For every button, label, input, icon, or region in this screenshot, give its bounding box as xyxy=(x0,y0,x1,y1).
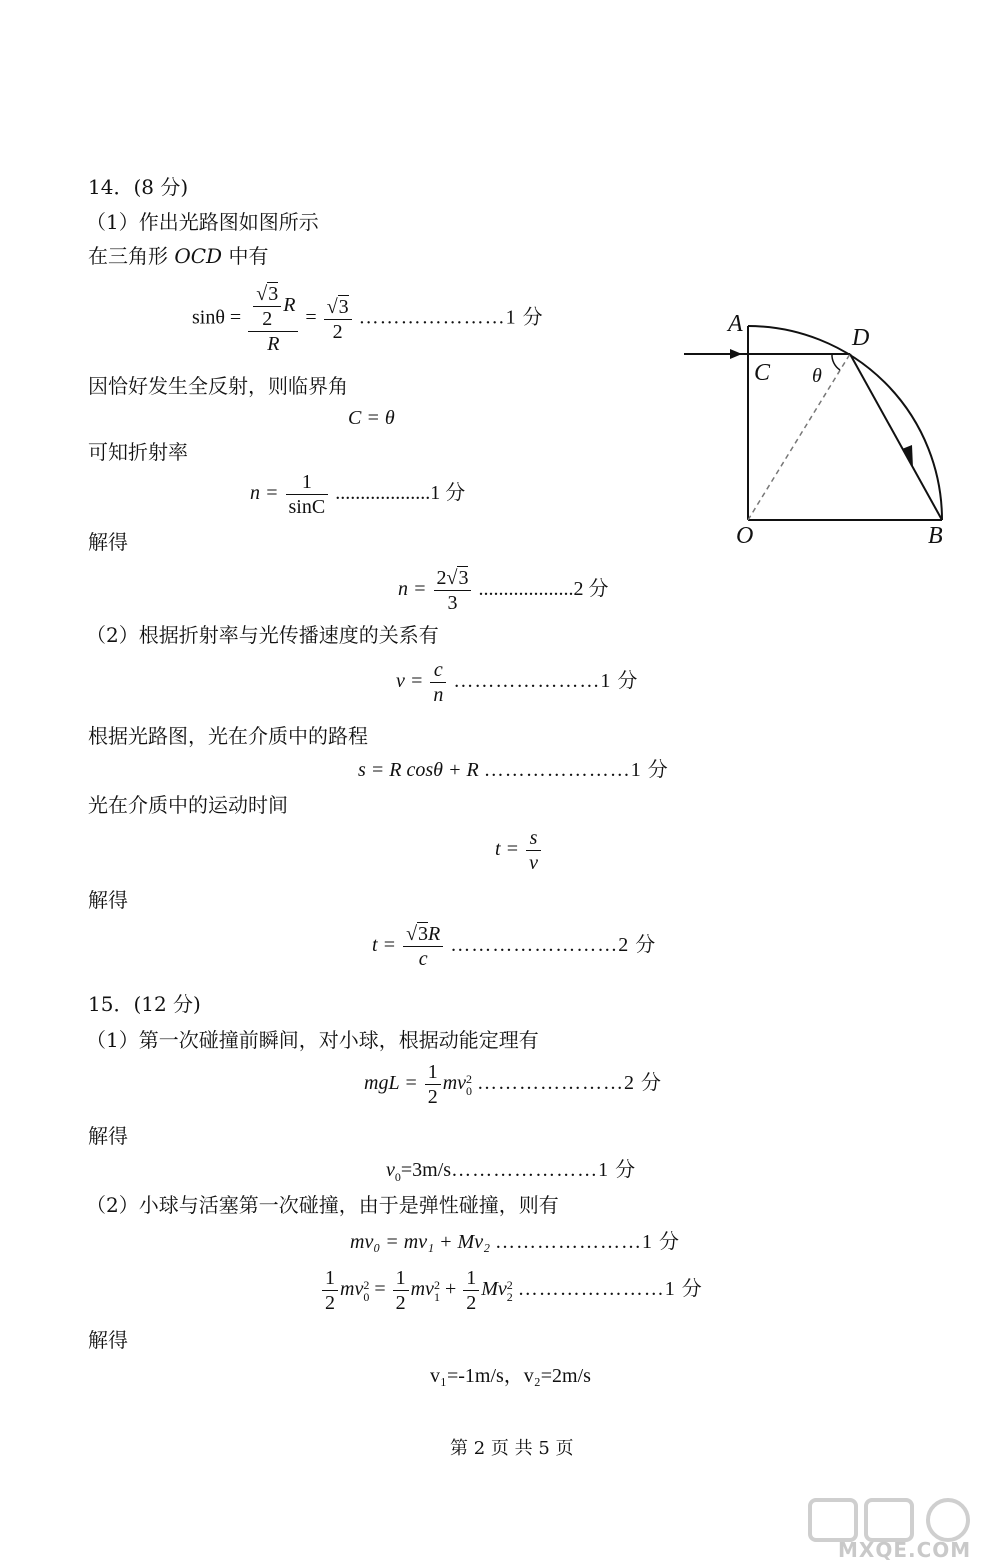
mgl-equation xyxy=(364,1060,662,1109)
score-t2: ……………………2 分 xyxy=(450,934,657,957)
v-lhs: v = xyxy=(396,670,424,693)
intro-triangle-name: OCD xyxy=(174,244,223,268)
sin-inner-fraction: $\frac{√3}{2}$ xyxy=(253,282,281,331)
arc-ab xyxy=(748,326,942,520)
intro-text-a: 在三角形 xyxy=(88,244,175,268)
label-c: C xyxy=(754,360,771,386)
half-num-3: 1 xyxy=(463,1266,479,1291)
sin-lhs: sinθ = xyxy=(192,306,242,329)
optics-diagram xyxy=(680,312,960,552)
q15-heading: 15．(12 分) xyxy=(88,992,201,1016)
final-result: v₁=-1m/s，v₂=2m/s xyxy=(430,1365,591,1387)
q14-triangle-intro xyxy=(88,244,268,268)
t-num: s xyxy=(526,826,541,851)
solve-text-1: 解得 xyxy=(88,530,128,554)
energy-half-2 xyxy=(393,1266,409,1315)
half-num-1: 1 xyxy=(322,1266,338,1291)
n2-fraction: $\frac{2√3}{3}$ xyxy=(434,566,472,615)
label-b: B xyxy=(928,523,943,549)
sin-inner-rad: 3 xyxy=(268,283,279,305)
t2-r: R xyxy=(428,923,441,945)
v0-sub: 0 xyxy=(394,1170,401,1184)
score-v: …………………1 分 xyxy=(453,670,639,693)
sin-rhs-fraction: $\frac{√3}{2}$ xyxy=(324,295,352,344)
score-mgl: …………………2 分 xyxy=(477,1072,663,1095)
mgl-den: 2 xyxy=(427,1086,438,1108)
reflected-arrow xyxy=(902,445,913,468)
sin-fraction xyxy=(248,282,298,356)
half-den-1: 2 xyxy=(325,1292,335,1314)
mgl-sup: 2 xyxy=(466,1071,473,1086)
momentum-eq: mv₀ = mv₁ + Mv₂ xyxy=(350,1231,491,1253)
q15-solve-text-1: 解得 xyxy=(88,1124,128,1148)
path-text: 根据光路图，光在介质中的路程 xyxy=(88,724,368,748)
sin-inner-den: 2 xyxy=(262,308,273,330)
s-equation xyxy=(358,758,669,782)
label-a: A xyxy=(728,311,743,337)
n2-equation xyxy=(398,566,608,615)
mgl-sub: 0 xyxy=(466,1083,473,1098)
mgl-rhs: mv xyxy=(442,1072,467,1095)
label-d: D xyxy=(852,325,870,351)
score-n2: ...................2 分 xyxy=(478,578,609,601)
reflected-ray xyxy=(850,354,942,520)
n2-rad: 3 xyxy=(458,567,469,589)
watermark-text: MXQE.COM xyxy=(838,1538,972,1562)
time-text: 光在介质中的运动时间 xyxy=(88,793,288,817)
theta-arc xyxy=(832,354,840,370)
score-s: …………………1 分 xyxy=(483,759,669,781)
n2-coef: 2 xyxy=(436,567,447,589)
sin-equation xyxy=(192,282,544,356)
total-reflection-text: 因恰好发生全反射，则临界角 xyxy=(88,374,348,398)
energy-half-3 xyxy=(463,1266,479,1315)
q15-part1: （1）第一次碰撞前瞬间，对小球，根据动能定理有 xyxy=(86,1028,539,1052)
v0-symbol: v xyxy=(386,1159,395,1181)
half-num-2: 1 xyxy=(393,1266,409,1291)
c-eq-theta: C = θ xyxy=(348,407,395,429)
n2-lhs: n = xyxy=(398,578,427,601)
half-den-3: 2 xyxy=(466,1292,477,1314)
t2-equation xyxy=(372,922,656,971)
t2-rad: 3 xyxy=(418,923,429,945)
sin-den: R xyxy=(267,333,280,355)
incident-arrow xyxy=(730,349,742,359)
q14-part1: （1）作出光路图如图所示 xyxy=(86,210,319,234)
sin-rhs-rad: 3 xyxy=(338,295,349,318)
refraction-index-text: 可知折射率 xyxy=(88,440,188,464)
q14-heading: 14．(8 分) xyxy=(88,175,189,199)
t-den: v xyxy=(529,852,538,874)
momentum-equation xyxy=(350,1230,680,1254)
half-den-2: 2 xyxy=(395,1292,406,1314)
v-equation xyxy=(396,658,638,707)
n-den: sinC xyxy=(288,496,326,518)
sin-num-r: R xyxy=(283,294,296,317)
v-den: n xyxy=(433,684,444,706)
t2-fraction: $\frac{√3R}{c}$ xyxy=(403,922,443,971)
v-fraction xyxy=(430,658,446,707)
score-v0: …………………1 分 xyxy=(451,1159,637,1181)
n2-den: 3 xyxy=(447,592,458,614)
t-equation xyxy=(495,826,543,875)
score-sin: …………………1 分 xyxy=(358,306,544,329)
q15-solve-text-2: 解得 xyxy=(88,1328,128,1352)
q15-part2: （2）小球与活塞第一次碰撞，由于是弹性碰撞，则有 xyxy=(86,1193,559,1217)
score-momentum: …………………1 分 xyxy=(495,1231,681,1253)
energy-half-1 xyxy=(322,1266,338,1315)
q14-part2: （2）根据折射率与光传播速度的关系有 xyxy=(86,623,439,647)
page-footer: 第 2 页 共 5 页 xyxy=(450,1438,574,1459)
mgl-lhs: mgL = xyxy=(364,1072,418,1095)
n-lhs: n = xyxy=(250,482,279,505)
v-num: c xyxy=(430,658,446,683)
t2-lhs: t = xyxy=(372,934,397,957)
mgl-fraction xyxy=(425,1060,441,1109)
t2-den: c xyxy=(418,948,428,970)
score-energy: …………………1 分 xyxy=(517,1278,703,1301)
score-n: ...................1 分 xyxy=(335,482,466,505)
solve-text-2: 解得 xyxy=(88,888,128,912)
n-fraction xyxy=(286,470,329,519)
intro-text-c: 中有 xyxy=(222,244,269,268)
energy-equation: $\frac{1}{2}$ mv 2 0 = $\frac{1}{2}$ mv 2 1 + $\frac{1}{2}$ Mv 2 2 …………………1 分 xyxy=(320,1266,703,1315)
mgl-num: 1 xyxy=(425,1060,441,1085)
v0-value: =3m/s xyxy=(400,1159,452,1181)
label-o: O xyxy=(736,523,754,549)
label-theta: θ xyxy=(812,365,822,387)
n-equation xyxy=(250,470,465,519)
t-lhs: t = xyxy=(495,838,520,861)
t-fraction xyxy=(526,826,541,875)
n-num: 1 xyxy=(286,470,329,495)
sin-eq: = xyxy=(305,306,317,329)
s-eq: s = R cosθ + R xyxy=(358,759,479,781)
v0-result xyxy=(386,1158,636,1189)
sin-rhs-den: 2 xyxy=(332,320,343,343)
